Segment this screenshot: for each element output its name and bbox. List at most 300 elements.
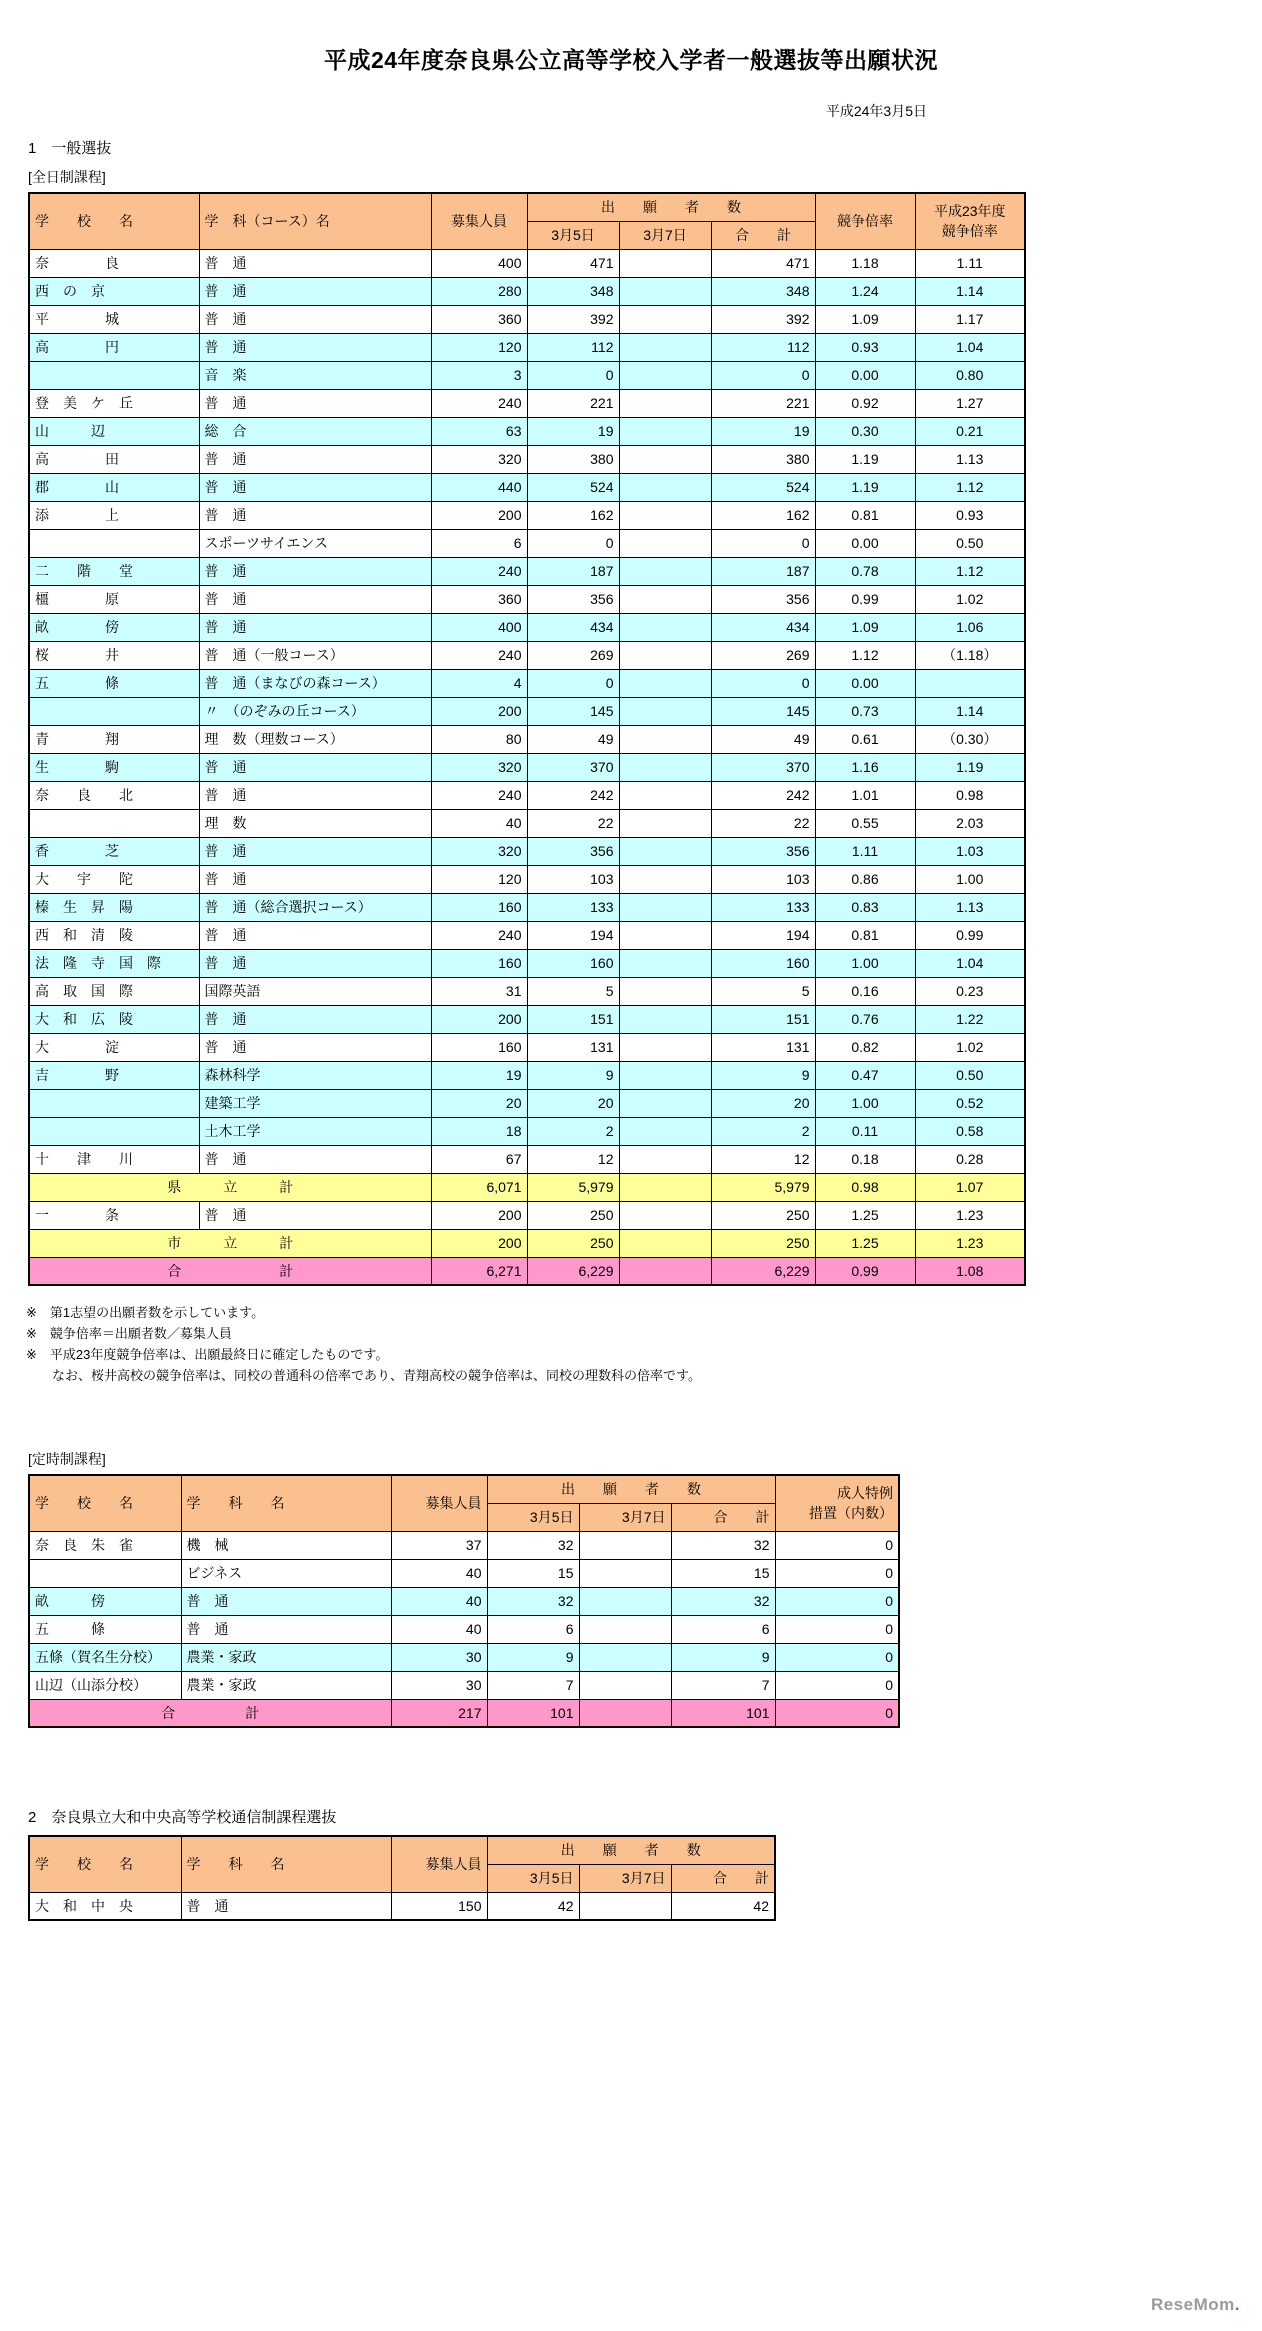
cell-school: 法 隆 寺 国 際 <box>29 949 199 977</box>
cell-rate: 1.11 <box>815 837 915 865</box>
cell-school: 登 美 ケ 丘 <box>29 389 199 417</box>
cell-course: 普 通 <box>199 1033 431 1061</box>
cell-school: 青 翔 <box>29 725 199 753</box>
cell-rate: 0.82 <box>815 1033 915 1061</box>
cell-day2 <box>619 1033 711 1061</box>
cell-course: 農業・家政 <box>181 1671 391 1699</box>
table-row <box>29 1033 1025 1061</box>
table-row <box>29 333 1025 361</box>
cell-total: 9 <box>711 1061 815 1089</box>
header-prev-rate <box>915 193 1025 249</box>
cell-course: 普 通 <box>199 921 431 949</box>
cell-prev-rate: （0.30） <box>915 725 1025 753</box>
cell-school <box>29 1559 181 1587</box>
cell-course: 農業・家政 <box>181 1643 391 1671</box>
cell-day1: 5 <box>527 977 619 1005</box>
cell-rate: 0.81 <box>815 501 915 529</box>
cell-quota: 40 <box>391 1559 487 1587</box>
cell-total: 49 <box>711 725 815 753</box>
cell-rate: 0.47 <box>815 1061 915 1089</box>
cell-course: 理 数（理数コース） <box>199 725 431 753</box>
document-date: 平成24年3月5日 <box>825 103 927 119</box>
cell-quota: 200 <box>431 501 527 529</box>
header-quota: 募集人員 <box>391 1475 487 1531</box>
cell-rate: 0.61 <box>815 725 915 753</box>
cell-day1: 269 <box>527 641 619 669</box>
cell-total-label: 合 計 <box>29 1257 431 1285</box>
cell-day1: 15 <box>487 1559 579 1587</box>
cell-total: 32 <box>671 1587 775 1615</box>
cell-quota: 400 <box>431 249 527 277</box>
table-header-row <box>29 1475 899 1503</box>
cell-total: 32 <box>671 1531 775 1559</box>
cell-day2 <box>619 1173 711 1201</box>
cell-day1: 392 <box>527 305 619 333</box>
cell-day1: 194 <box>527 921 619 949</box>
cell-quota: 6,271 <box>431 1257 527 1285</box>
table-row <box>29 865 1025 893</box>
cell-prev-rate: 0.98 <box>915 781 1025 809</box>
table-row <box>29 585 1025 613</box>
cell-school: 西 の 京 <box>29 277 199 305</box>
cell-prev-rate: 0.58 <box>915 1117 1025 1145</box>
cell-day1: 112 <box>527 333 619 361</box>
cell-school <box>29 1089 199 1117</box>
cell-school: 高 取 国 際 <box>29 977 199 1005</box>
cell-day1: 133 <box>527 893 619 921</box>
cell-prev-rate: 1.14 <box>915 277 1025 305</box>
cell-quota: 80 <box>431 725 527 753</box>
cell-prev-rate: 1.07 <box>915 1173 1025 1201</box>
cell-quota: 217 <box>391 1699 487 1727</box>
header-course: 学 科（コース）名 <box>199 193 431 249</box>
cell-total: 242 <box>711 781 815 809</box>
cell-rate: 0.16 <box>815 977 915 1005</box>
cell-total: 370 <box>711 753 815 781</box>
table-row <box>29 1145 1025 1173</box>
cell-quota: 18 <box>431 1117 527 1145</box>
cell-prev-rate: 1.13 <box>915 445 1025 473</box>
cell-day2 <box>579 1559 671 1587</box>
cell-quota: 19 <box>431 1061 527 1089</box>
cell-day1: 49 <box>527 725 619 753</box>
correspondence-table <box>28 1835 776 1921</box>
cell-course: 音 楽 <box>199 361 431 389</box>
cell-rate: 0.00 <box>815 529 915 557</box>
cell-total: 151 <box>711 1005 815 1033</box>
header-day1: 3月5日 <box>487 1864 579 1892</box>
cell-day1: 348 <box>527 277 619 305</box>
cell-course: 普 通 <box>199 1201 431 1229</box>
cell-total: 348 <box>711 277 815 305</box>
cell-total: 194 <box>711 921 815 949</box>
cell-school: 吉 野 <box>29 1061 199 1089</box>
cell-quota: 320 <box>431 753 527 781</box>
cell-school: 桜 井 <box>29 641 199 669</box>
cell-course: 普 通（一般コース） <box>199 641 431 669</box>
cell-total-label: 県 立 計 <box>29 1173 431 1201</box>
cell-total: 5,979 <box>711 1173 815 1201</box>
cell-day2 <box>579 1531 671 1559</box>
cell-day1: 32 <box>487 1587 579 1615</box>
cell-day2 <box>619 641 711 669</box>
cell-total: 250 <box>711 1201 815 1229</box>
cell-quota: 400 <box>431 613 527 641</box>
cell-day2 <box>619 389 711 417</box>
cell-prev-rate: 1.22 <box>915 1005 1025 1033</box>
cell-day2 <box>619 697 711 725</box>
cell-total: 380 <box>711 445 815 473</box>
cell-quota: 360 <box>431 305 527 333</box>
cell-quota: 240 <box>431 557 527 585</box>
cell-day2 <box>619 781 711 809</box>
cell-day2 <box>619 949 711 977</box>
cell-course: 普 通 <box>199 781 431 809</box>
cell-course: 総 合 <box>199 417 431 445</box>
cell-course: 普 通 <box>181 1615 391 1643</box>
correspondence-table-body <box>29 1892 775 1920</box>
grand-total-row <box>29 1257 1025 1285</box>
cell-rate: 1.09 <box>815 613 915 641</box>
table-header-row <box>29 1836 775 1864</box>
section-2-label: 2 奈良県立大和中央高等学校通信制課程選抜 <box>28 1809 337 1827</box>
cell-school: 大 宇 陀 <box>29 865 199 893</box>
table-row <box>29 893 1025 921</box>
table-row <box>29 361 1025 389</box>
cell-rate: 0.78 <box>815 557 915 585</box>
cell-quota: 67 <box>431 1145 527 1173</box>
cell-total: 20 <box>711 1089 815 1117</box>
cell-rate: 0.83 <box>815 893 915 921</box>
cell-quota: 150 <box>391 1892 487 1920</box>
header-school: 学 校 名 <box>29 1475 181 1531</box>
cell-school: 西 和 清 陵 <box>29 921 199 949</box>
table-header-row <box>29 193 1025 221</box>
cell-quota: 120 <box>431 865 527 893</box>
cell-prev-rate: 0.93 <box>915 501 1025 529</box>
cell-course: 普 通 <box>181 1892 391 1920</box>
table-row <box>29 557 1025 585</box>
table-row <box>29 1201 1025 1229</box>
cell-rate: 1.09 <box>815 305 915 333</box>
parttime-table-body <box>29 1531 899 1727</box>
section-1-label: 1 一般選抜 <box>28 140 112 157</box>
cell-prev-rate: 1.04 <box>915 949 1025 977</box>
cell-prev-rate: 2.03 <box>915 809 1025 837</box>
cell-rate: 0.00 <box>815 361 915 389</box>
cell-prev-rate: 1.02 <box>915 585 1025 613</box>
cell-course: 普 通 <box>199 613 431 641</box>
cell-total: 6,229 <box>711 1257 815 1285</box>
cell-day2 <box>619 1117 711 1145</box>
cell-day1: 9 <box>527 1061 619 1089</box>
table-row <box>29 1117 1025 1145</box>
table-row <box>29 641 1025 669</box>
cell-quota: 63 <box>431 417 527 445</box>
cell-total: 269 <box>711 641 815 669</box>
cell-adult-measure: 0 <box>775 1671 899 1699</box>
cell-quota: 200 <box>431 1005 527 1033</box>
cell-prev-rate: 1.17 <box>915 305 1025 333</box>
cell-total: 162 <box>711 501 815 529</box>
cell-quota: 30 <box>391 1671 487 1699</box>
cell-school: 橿 原 <box>29 585 199 613</box>
header-day2: 3月7日 <box>579 1503 671 1531</box>
cell-rate: 0.00 <box>815 669 915 697</box>
cell-rate: 1.01 <box>815 781 915 809</box>
cell-course: 普 通 <box>199 753 431 781</box>
cell-day2 <box>579 1615 671 1643</box>
cell-prev-rate: 0.50 <box>915 529 1025 557</box>
table-row <box>29 389 1025 417</box>
table-row <box>29 977 1025 1005</box>
cell-total: 434 <box>711 613 815 641</box>
cell-course: 普 通 <box>199 865 431 893</box>
table-row <box>29 445 1025 473</box>
cell-course: 普 通 <box>199 557 431 585</box>
cell-day2 <box>619 445 711 473</box>
cell-total: 19 <box>711 417 815 445</box>
cell-total: 356 <box>711 837 815 865</box>
cell-school: 高 円 <box>29 333 199 361</box>
cell-quota: 200 <box>431 697 527 725</box>
cell-adult-measure: 0 <box>775 1559 899 1587</box>
cell-day2 <box>619 837 711 865</box>
cell-total: 15 <box>671 1559 775 1587</box>
cell-day1: 5,979 <box>527 1173 619 1201</box>
cell-course: 機 械 <box>181 1531 391 1559</box>
cell-total: 112 <box>711 333 815 361</box>
cell-rate: 1.25 <box>815 1229 915 1257</box>
table-row <box>29 1559 899 1587</box>
cell-course: 普 通 <box>199 389 431 417</box>
cell-school: 大 和 広 陵 <box>29 1005 199 1033</box>
cell-total: 101 <box>671 1699 775 1727</box>
cell-total: 187 <box>711 557 815 585</box>
cell-day1: 471 <box>527 249 619 277</box>
cell-prev-rate <box>915 669 1025 697</box>
cell-day2 <box>619 1005 711 1033</box>
cell-day2 <box>619 669 711 697</box>
cell-course: 普 通 <box>199 473 431 501</box>
cell-course: 普 通（まなびの森コース） <box>199 669 431 697</box>
table-row <box>29 921 1025 949</box>
cell-day1: 524 <box>527 473 619 501</box>
table-row <box>29 1892 775 1920</box>
header-prev-rate-line1: 平成23年度 <box>933 203 1006 220</box>
table-row <box>29 781 1025 809</box>
cell-course: 建築工学 <box>199 1089 431 1117</box>
table-row <box>29 809 1025 837</box>
cell-day1: 0 <box>527 669 619 697</box>
cell-rate: 1.12 <box>815 641 915 669</box>
cell-rate: 1.18 <box>815 249 915 277</box>
cell-prev-rate: 1.02 <box>915 1033 1025 1061</box>
cell-total: 0 <box>711 361 815 389</box>
cell-prev-rate: 1.14 <box>915 697 1025 725</box>
cell-quota: 30 <box>391 1643 487 1671</box>
cell-course: 普 通 <box>199 949 431 977</box>
cell-school: 生 駒 <box>29 753 199 781</box>
cell-total: 221 <box>711 389 815 417</box>
note-item: ※ 平成23年度競争倍率は、出願最終日に確定したものです。 <box>26 1347 389 1363</box>
cell-day2 <box>619 1257 711 1285</box>
cell-day1: 0 <box>527 529 619 557</box>
cell-day1: 103 <box>527 865 619 893</box>
cell-rate: 1.00 <box>815 949 915 977</box>
cell-prev-rate: 1.13 <box>915 893 1025 921</box>
cell-prev-rate: 0.28 <box>915 1145 1025 1173</box>
cell-adult-measure: 0 <box>775 1587 899 1615</box>
cell-day2 <box>619 417 711 445</box>
cell-prev-rate: 0.21 <box>915 417 1025 445</box>
cell-school <box>29 1117 199 1145</box>
cell-day1: 145 <box>527 697 619 725</box>
cell-school: 大 淀 <box>29 1033 199 1061</box>
cell-course: 土木工学 <box>199 1117 431 1145</box>
cell-day1: 101 <box>487 1699 579 1727</box>
cell-rate: 0.11 <box>815 1117 915 1145</box>
note-item: ※ 競争倍率＝出願者数／募集人員 <box>26 1326 232 1342</box>
grand-total-row <box>29 1699 899 1727</box>
cell-course: 普 通 <box>199 305 431 333</box>
cell-quota: 40 <box>391 1615 487 1643</box>
table-row <box>29 697 1025 725</box>
cell-course: 普 通（総合選択コース） <box>199 893 431 921</box>
cell-day1: 20 <box>527 1089 619 1117</box>
cell-rate: 0.18 <box>815 1145 915 1173</box>
cell-school: 山 辺 <box>29 417 199 445</box>
cell-school: 畝 傍 <box>29 613 199 641</box>
cell-day1: 250 <box>527 1201 619 1229</box>
cell-school: 十 津 川 <box>29 1145 199 1173</box>
cell-rate: 0.86 <box>815 865 915 893</box>
cell-rate: 1.24 <box>815 277 915 305</box>
cell-day1: 242 <box>527 781 619 809</box>
cell-rate: 0.30 <box>815 417 915 445</box>
cell-day2 <box>619 501 711 529</box>
cell-total: 133 <box>711 893 815 921</box>
header-quota: 募集人員 <box>391 1836 487 1892</box>
cell-day2 <box>579 1699 671 1727</box>
header-day2: 3月7日 <box>579 1864 671 1892</box>
cell-rate: 0.81 <box>815 921 915 949</box>
cell-rate: 0.73 <box>815 697 915 725</box>
table-row <box>29 1531 899 1559</box>
cell-quota: 4 <box>431 669 527 697</box>
cell-day1: 32 <box>487 1531 579 1559</box>
table-row <box>29 1615 899 1643</box>
header-school: 学 校 名 <box>29 193 199 249</box>
cell-school: 二 階 堂 <box>29 557 199 585</box>
cell-total: 392 <box>711 305 815 333</box>
cell-course: 普 通 <box>199 1145 431 1173</box>
cell-day1: 131 <box>527 1033 619 1061</box>
table-row <box>29 249 1025 277</box>
cell-prev-rate: 0.99 <box>915 921 1025 949</box>
table-row <box>29 613 1025 641</box>
cell-day2 <box>619 1145 711 1173</box>
table-row <box>29 1089 1025 1117</box>
cell-day2 <box>619 977 711 1005</box>
cell-rate: 0.99 <box>815 585 915 613</box>
note-item: ※ 第1志望の出願者数を示しています。 <box>26 1305 265 1320</box>
cell-day2 <box>619 305 711 333</box>
parttime-table <box>28 1474 900 1728</box>
cell-prev-rate: （1.18） <box>915 641 1025 669</box>
cell-total: 22 <box>711 809 815 837</box>
header-school: 学 校 名 <box>29 1836 181 1892</box>
cell-school: 五條（賀名生分校） <box>29 1643 181 1671</box>
cell-day1: 380 <box>527 445 619 473</box>
cell-school: 一 条 <box>29 1201 199 1229</box>
cell-school: 香 芝 <box>29 837 199 865</box>
cell-quota: 40 <box>431 809 527 837</box>
cell-quota: 6 <box>431 529 527 557</box>
header-applicants: 出 願 者 数 <box>527 193 815 221</box>
cell-day2 <box>619 585 711 613</box>
cell-quota: 120 <box>431 333 527 361</box>
cell-quota: 360 <box>431 585 527 613</box>
header-course: 学 科 名 <box>181 1836 391 1892</box>
cell-quota: 320 <box>431 445 527 473</box>
cell-quota: 240 <box>431 781 527 809</box>
cell-day1: 434 <box>527 613 619 641</box>
cell-school: 郡 山 <box>29 473 199 501</box>
cell-adult-measure: 0 <box>775 1531 899 1559</box>
cell-day2 <box>579 1643 671 1671</box>
cell-total-label: 市 立 計 <box>29 1229 431 1257</box>
header-day1: 3月5日 <box>487 1503 579 1531</box>
cell-total: 7 <box>671 1671 775 1699</box>
cell-school <box>29 361 199 389</box>
cell-day2 <box>619 1089 711 1117</box>
cell-total: 103 <box>711 865 815 893</box>
cell-day2 <box>579 1587 671 1615</box>
cell-adult-measure: 0 <box>775 1699 899 1727</box>
cell-total: 356 <box>711 585 815 613</box>
cell-total: 42 <box>671 1892 775 1920</box>
cell-prev-rate: 1.08 <box>915 1257 1025 1285</box>
cell-total: 160 <box>711 949 815 977</box>
cell-prev-rate: 1.19 <box>915 753 1025 781</box>
note-item: なお、桜井高校の競争倍率は、同校の普通科の倍率であり、青翔高校の競争倍率は、同校の理数科の倍率です。 <box>52 1368 701 1384</box>
cell-course: 森林科学 <box>199 1061 431 1089</box>
cell-quota: 20 <box>431 1089 527 1117</box>
cell-prev-rate: 0.80 <box>915 361 1025 389</box>
cell-rate: 1.00 <box>815 1089 915 1117</box>
cell-day1: 221 <box>527 389 619 417</box>
cell-day2 <box>619 333 711 361</box>
cell-prev-rate: 0.50 <box>915 1061 1025 1089</box>
cell-course: 普 通 <box>181 1587 391 1615</box>
cell-course: 〃 （のぞみの丘コース） <box>199 697 431 725</box>
cell-course: 普 通 <box>199 501 431 529</box>
header-total: 合 計 <box>671 1503 775 1531</box>
cell-quota: 280 <box>431 277 527 305</box>
cell-total: 12 <box>711 1145 815 1173</box>
cell-prev-rate: 1.27 <box>915 389 1025 417</box>
cell-rate: 0.76 <box>815 1005 915 1033</box>
header-day2: 3月7日 <box>619 221 711 249</box>
cell-school: 奈 良 <box>29 249 199 277</box>
cell-day1: 7 <box>487 1671 579 1699</box>
cell-school: 高 田 <box>29 445 199 473</box>
cell-rate: 1.25 <box>815 1201 915 1229</box>
header-day1: 3月5日 <box>527 221 619 249</box>
cell-rate: 0.55 <box>815 809 915 837</box>
cell-course: 普 通 <box>199 837 431 865</box>
